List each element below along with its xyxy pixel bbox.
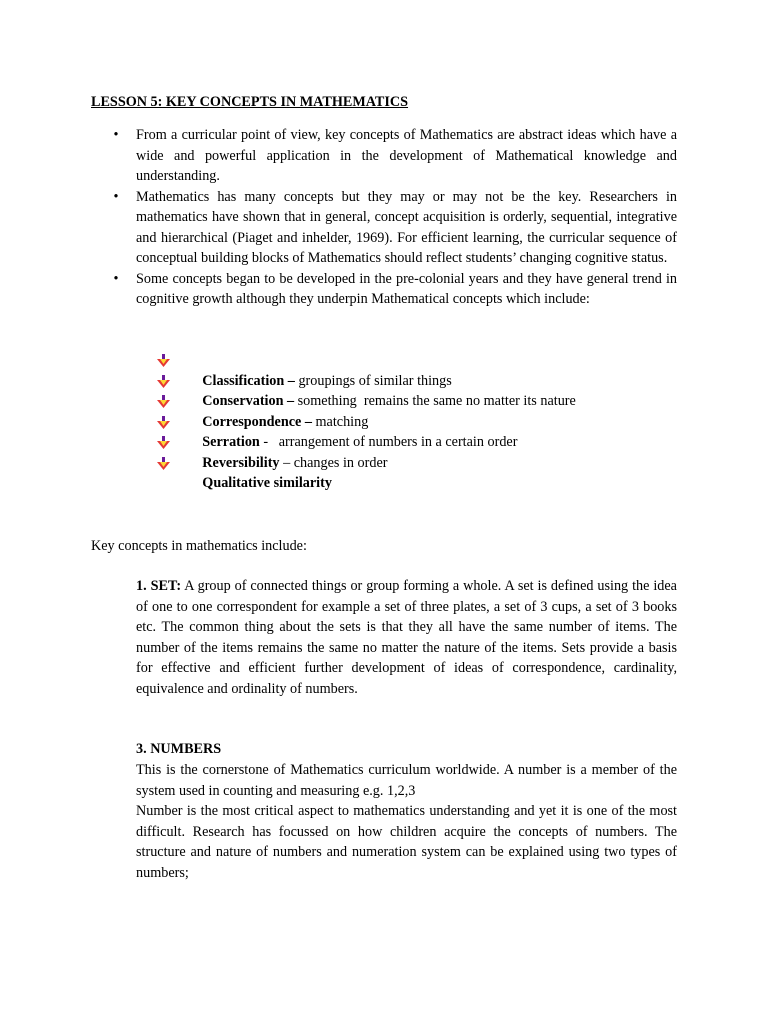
key-points-list	[113, 125, 677, 310]
multicolor-down-arrow-icon	[157, 375, 170, 388]
numbers-paragraph-1: This is the cornerstone of Mathematics curriculum worldwide. A number is a member of the system used in counting and measuring e.g. 1,2,3	[136, 762, 677, 799]
list-item	[157, 371, 576, 409]
list-item	[157, 350, 576, 389]
bullet-text: Mathematics has many concepts but they may or may not be the key. Researchers in mathematics have shown that in general, concept acquisition is orderly, sequential, integrative and hierarchical (Piaget and inhelder, 1969). For efficient learning, the curricular sequence of conceptual building blocks of Mathematics should reflect students’ changing cognitive status.	[136, 188, 677, 266]
bullet-dot-icon: •	[113, 127, 119, 143]
concept-desc: - arrangement of numbers in a certain order	[259, 434, 518, 450]
concept-term: Classification –	[202, 372, 299, 389]
multicolor-down-arrow-icon	[157, 395, 170, 408]
lesson-title: LESSON 5: KEY CONCEPTS IN MATHEMATICS	[91, 94, 409, 110]
concept-desc: matching	[315, 413, 369, 430]
list-item	[113, 125, 677, 187]
concept-desc: – changes in order	[279, 454, 388, 471]
list-item	[157, 432, 576, 471]
concept-term: Serration	[202, 434, 260, 450]
numbers-heading: 3. NUMBERS	[136, 741, 222, 757]
concept-desc: groupings of similar things	[298, 372, 452, 389]
concept-term: Qualitative similarity	[202, 475, 332, 491]
list-item	[157, 412, 576, 450]
multicolor-down-arrow-icon	[157, 354, 170, 367]
concept-term: Reversibility	[202, 454, 280, 471]
concept-desc: something remains the same no matter its nature	[297, 393, 576, 409]
list-item	[157, 391, 576, 430]
set-text: A group of connected things or group forming a whole. A set is defined using the idea of one to one correspondent for example a set of three plates, a set of 3 cups, a set of 3 books etc. The common thing about the sets is that they all have the same number of items. The number of the items remains the same no matter the nature of the items. Sets provide a basis for effective and efficient further development of ideas of correspondence, cardinality, equivalence and ordinality of numbers.	[136, 578, 677, 697]
list-item	[113, 187, 677, 269]
numbers-paragraph-2: Number is the most critical aspect to mathematics understanding and yet it is one of the most difficult. Research has focussed on how children acquire the concepts of numbers. The structure and nature of numbers and numeration system can be explained using two types of numbers;	[136, 803, 677, 881]
concept-term: Correspondence –	[202, 413, 316, 430]
set-heading: 1. SET:	[136, 578, 182, 594]
concept-term: Conservation –	[202, 393, 298, 409]
bullet-dot-icon: •	[113, 270, 119, 287]
multicolor-down-arrow-icon	[157, 436, 170, 449]
bullet-dot-icon: •	[113, 188, 119, 205]
set-section	[136, 576, 677, 699]
multicolor-down-arrow-icon	[157, 416, 170, 429]
concepts-list	[157, 350, 576, 491]
key-concepts-intro: Key concepts in mathematics include:	[91, 538, 307, 554]
bullet-text: From a curricular point of view, key concepts of Mathematics are abstract ideas which have a wide and powerful application in the development of Mathematical knowledge and understanding.	[136, 127, 677, 184]
bullet-text: Some concepts began to be developed in the pre-colonial years and they have general trend in cognitive growth although they underpin Mathematical concepts which include:	[136, 270, 677, 307]
list-item	[157, 453, 576, 491]
numbers-section	[136, 760, 677, 883]
list-item	[113, 269, 677, 310]
multicolor-down-arrow-icon	[157, 457, 170, 470]
